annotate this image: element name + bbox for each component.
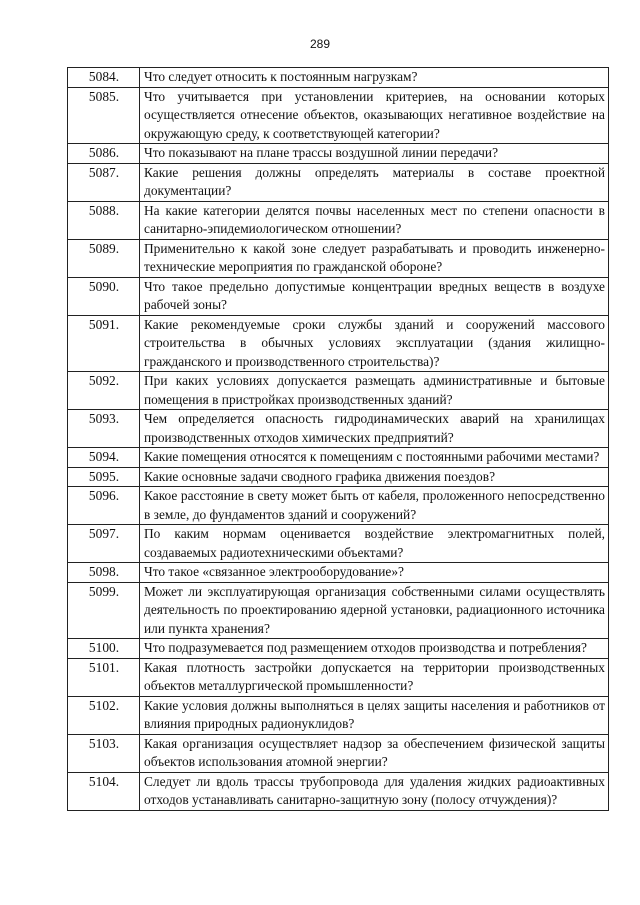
table-row — [68, 315, 609, 372]
question-number: 5097. — [68, 525, 140, 563]
table-row — [68, 372, 609, 410]
question-text: Что учитывается при установлении критериев, на основании которых осуществляется отнесение объектов, оказывающих негативное воздействие на окружающую среду, к соответствующей категории? — [140, 87, 609, 144]
question-text: Какие решения должны определять материалы в составе проектной документации? — [140, 163, 609, 201]
question-text: Какая организация осуществляет надзор за обеспечением физической защиты объектов использования атомной энергии? — [140, 734, 609, 772]
question-number: 5099. — [68, 582, 140, 639]
question-text: При каких условиях допускается размещать административные и бытовые помещения в пристройках производственных зданий? — [140, 372, 609, 410]
table-row — [68, 658, 609, 696]
question-text: Что подразумевается под размещением отходов производства и потребления? — [140, 639, 609, 659]
table-row — [68, 772, 609, 810]
question-number: 5102. — [68, 696, 140, 734]
question-text: Какое расстояние в свету может быть от кабеля, проложенного непосредственно в земле, до фундаментов зданий и сооружений? — [140, 487, 609, 525]
question-number: 5093. — [68, 410, 140, 448]
question-number: 5092. — [68, 372, 140, 410]
question-number: 5084. — [68, 68, 140, 88]
question-text: Что такое «связанное электрооборудование»? — [140, 563, 609, 583]
table-row — [68, 582, 609, 639]
table-row — [68, 696, 609, 734]
table-row — [68, 410, 609, 448]
table-row — [68, 87, 609, 144]
question-text: Что показывают на плане трассы воздушной линии передачи? — [140, 144, 609, 164]
table-row — [68, 639, 609, 659]
question-text: Какая плотность застройки допускается на территории производственных объектов металлургической промышленности? — [140, 658, 609, 696]
table-row — [68, 68, 609, 88]
question-number: 5103. — [68, 734, 140, 772]
question-text: По каким нормам оценивается воздействие электромагнитных полей, создаваемых радиотехническими объектами? — [140, 525, 609, 563]
question-text: Какие помещения относятся к помещениям с постоянными рабочими местами? — [140, 448, 609, 468]
question-text: Может ли эксплуатирующая организация собственными силами осуществлять деятельность по проектированию ядерной установки, радиационного источника или пункта хранения? — [140, 582, 609, 639]
table-row — [68, 448, 609, 468]
question-number: 5089. — [68, 239, 140, 277]
question-text: Какие рекомендуемые сроки службы зданий и сооружений массового строительства в обычных условиях эксплуатации (здания жилищно-гражданского и производственного строительства)? — [140, 315, 609, 372]
question-number: 5100. — [68, 639, 140, 659]
question-number: 5088. — [68, 201, 140, 239]
table-row — [68, 734, 609, 772]
question-text: Какие основные задачи сводного графика движения поездов? — [140, 467, 609, 487]
table-row — [68, 467, 609, 487]
question-number: 5104. — [68, 772, 140, 810]
table-row — [68, 277, 609, 315]
question-number: 5085. — [68, 87, 140, 144]
question-number: 5096. — [68, 487, 140, 525]
table-row — [68, 144, 609, 164]
question-number: 5101. — [68, 658, 140, 696]
question-number: 5087. — [68, 163, 140, 201]
table-row — [68, 563, 609, 583]
table-row — [68, 487, 609, 525]
question-number: 5091. — [68, 315, 140, 372]
question-text: На какие категории делятся почвы населенных мест по степени опасности в санитарно-эпидемиологическом отношении? — [140, 201, 609, 239]
table-row — [68, 163, 609, 201]
question-number: 5095. — [68, 467, 140, 487]
question-text: Применительно к какой зоне следует разрабатывать и проводить инженерно-технические мероприятия по гражданской обороне? — [140, 239, 609, 277]
question-text: Чем определяется опасность гидродинамических аварий на хранилищах производственных отходов химических предприятий? — [140, 410, 609, 448]
question-number: 5098. — [68, 563, 140, 583]
questions-table — [67, 67, 609, 811]
question-text: Какие условия должны выполняться в целях защиты населения и работников от влияния природных радионуклидов? — [140, 696, 609, 734]
table-row — [68, 201, 609, 239]
question-number: 5090. — [68, 277, 140, 315]
question-text: Следует ли вдоль трассы трубопровода для удаления жидких радиоактивных отходов устанавливать санитарно-защитную зону (полосу отчуждения)? — [140, 772, 609, 810]
question-number: 5094. — [68, 448, 140, 468]
question-text: Что такое предельно допустимые концентрации вредных веществ в воздухе рабочей зоны? — [140, 277, 609, 315]
question-number: 5086. — [68, 144, 140, 164]
page-number: 289 — [309, 37, 331, 51]
question-text: Что следует относить к постоянным нагрузкам? — [140, 68, 609, 88]
table-row — [68, 525, 609, 563]
table-row — [68, 239, 609, 277]
